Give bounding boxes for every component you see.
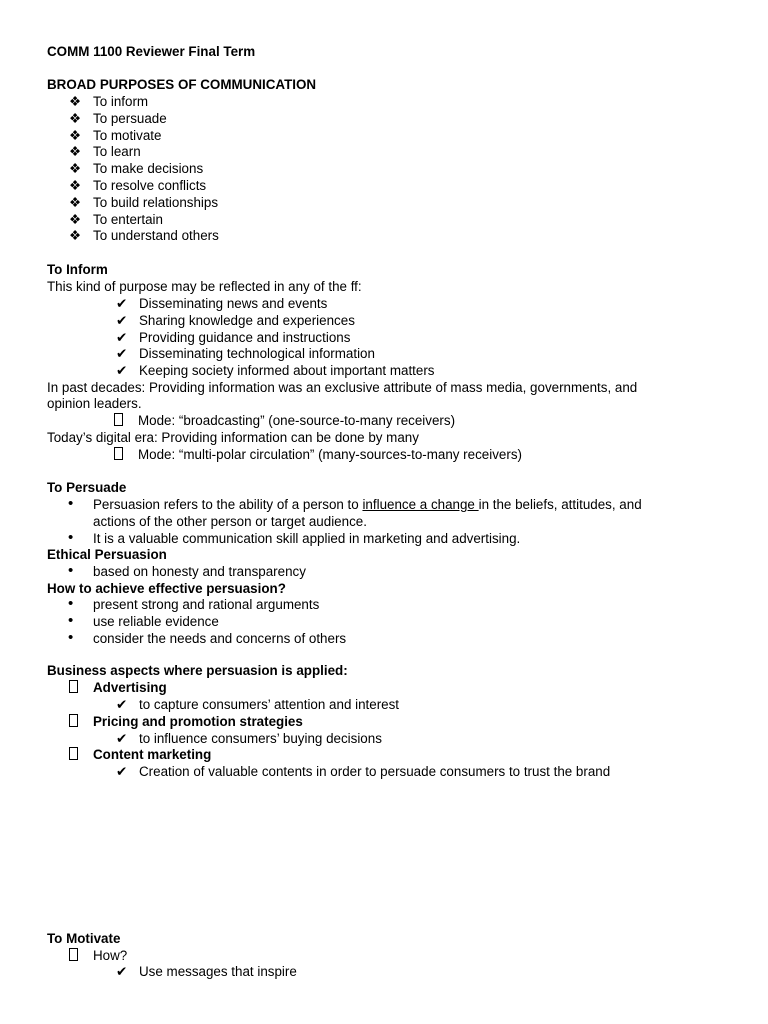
past-decades-text: In past decades: Providing information was an exclusive attribute of mass media, governments, and [47, 380, 638, 395]
box-bullet-icon [69, 947, 78, 964]
ethical-persuasion-item: based on honesty and transparency [93, 564, 306, 579]
diamond-bullet-icon: ❖ [69, 110, 82, 126]
business-aspect-name: Advertising [93, 680, 167, 695]
bullet-icon: • [68, 495, 74, 512]
broad-purpose-item: To build relationships [93, 194, 219, 210]
broad-purpose-item: To make decisions [93, 161, 204, 177]
persuasion-tip-item: consider the needs and concerns of others [93, 630, 347, 646]
diamond-bullet-icon: ❖ [69, 127, 82, 143]
bullet-icon: • [68, 595, 74, 612]
check-icon: ✔ [116, 363, 128, 379]
diamond-bullet-icon: ❖ [69, 94, 82, 109]
document-title: COMM 1100 Reviewer Final Term [47, 44, 256, 59]
check-icon: ✔ [116, 296, 128, 311]
persuasion-tip-item: use reliable evidence [93, 613, 219, 629]
diamond-bullet-icon: ❖ [69, 211, 82, 227]
mode-broadcasting: Mode: “broadcasting” (one-source-to-many receivers) [138, 413, 456, 428]
diamond-bullet-icon: ❖ [69, 194, 82, 210]
broad-purpose-item: To understand others [93, 228, 219, 244]
inform-check-item: Disseminating news and events [139, 296, 328, 311]
business-aspect-name: Content marketing [93, 747, 212, 763]
box-bullet-icon [114, 412, 123, 429]
broad-purpose-item: To learn [93, 144, 141, 160]
ethical-persuasion-heading: Ethical Persuasion [47, 547, 167, 562]
business-aspect-detail: to capture consumers’ attention and interest [139, 697, 400, 712]
broad-purpose-item: To inform [93, 94, 149, 109]
diamond-bullet-icon: ❖ [69, 161, 82, 177]
persuasion-definition-rest: in the beliefs, attitudes, and [478, 497, 642, 512]
influence-change-underlined: influence a change [362, 497, 479, 512]
box-bullet-icon [69, 746, 78, 763]
check-icon: ✔ [116, 346, 128, 362]
to-motivate-heading: To Motivate [47, 931, 121, 946]
to-persuade-heading: To Persuade [47, 480, 127, 495]
inform-check-item: Sharing knowledge and experiences [139, 312, 355, 328]
motivate-how: How? [93, 948, 128, 963]
persuasion-definition-cont: actions of the other person or target audience. [93, 514, 367, 529]
broad-purposes-heading: BROAD PURPOSES OF COMMUNICATION [47, 77, 317, 92]
diamond-bullet-icon: ❖ [69, 144, 82, 160]
mode-multipolar: Mode: “multi-polar circulation” (many-sources-to-many receivers) [138, 447, 522, 462]
check-icon: ✔ [116, 730, 128, 746]
effective-persuasion-heading: How to achieve effective persuasion? [47, 581, 286, 596]
bullet-icon: • [68, 529, 74, 546]
bullet-icon: • [68, 562, 74, 579]
check-icon: ✔ [116, 329, 128, 345]
inform-check-item: Disseminating technological information [139, 346, 375, 362]
persuasion-definition-text: Persuasion refers to the ability of a person to [93, 497, 363, 512]
broad-purpose-item: To entertain [93, 211, 163, 227]
persuasion-definition [93, 496, 642, 513]
to-inform-heading: To Inform [47, 262, 108, 277]
bullet-icon: • [68, 628, 74, 646]
check-icon: ✔ [116, 964, 128, 979]
bullet-icon: • [68, 611, 74, 629]
diamond-bullet-icon: ❖ [69, 178, 82, 193]
box-bullet-icon [69, 713, 78, 730]
diamond-bullet-icon: ❖ [69, 228, 82, 244]
broad-purpose-item: To persuade [93, 110, 167, 126]
broad-purpose-item: To motivate [93, 127, 162, 143]
business-aspect-name: Pricing and promotion strategies [93, 713, 303, 729]
past-decades-text-cont: opinion leaders. [47, 396, 142, 411]
persuasion-tip-item: present strong and rational arguments [93, 597, 320, 612]
broad-purpose-item: To resolve conflicts [93, 178, 207, 193]
business-aspect-detail: Creation of valuable contents in order to persuade consumers to trust the brand [139, 764, 611, 780]
digital-era-text: Today’s digital era: Providing information can be done by many [47, 430, 419, 445]
to-inform-intro: This kind of purpose may be reflected in any of the ff: [47, 279, 362, 294]
business-aspect-detail: to influence consumers’ buying decisions [139, 730, 382, 746]
motivate-check-item: Use messages that inspire [139, 964, 297, 979]
business-aspects-heading: Business aspects where persuasion is applied: [47, 663, 348, 678]
inform-check-item: Providing guidance and instructions [139, 329, 351, 345]
check-icon: ✔ [116, 697, 128, 712]
box-bullet-icon [114, 446, 123, 463]
check-icon: ✔ [116, 764, 128, 780]
persuasion-skill-text: It is a valuable communication skill applied in marketing and advertising. [93, 531, 521, 546]
box-bullet-icon [69, 679, 78, 696]
inform-check-item: Keeping society informed about important matters [139, 363, 435, 379]
check-icon: ✔ [116, 312, 128, 328]
